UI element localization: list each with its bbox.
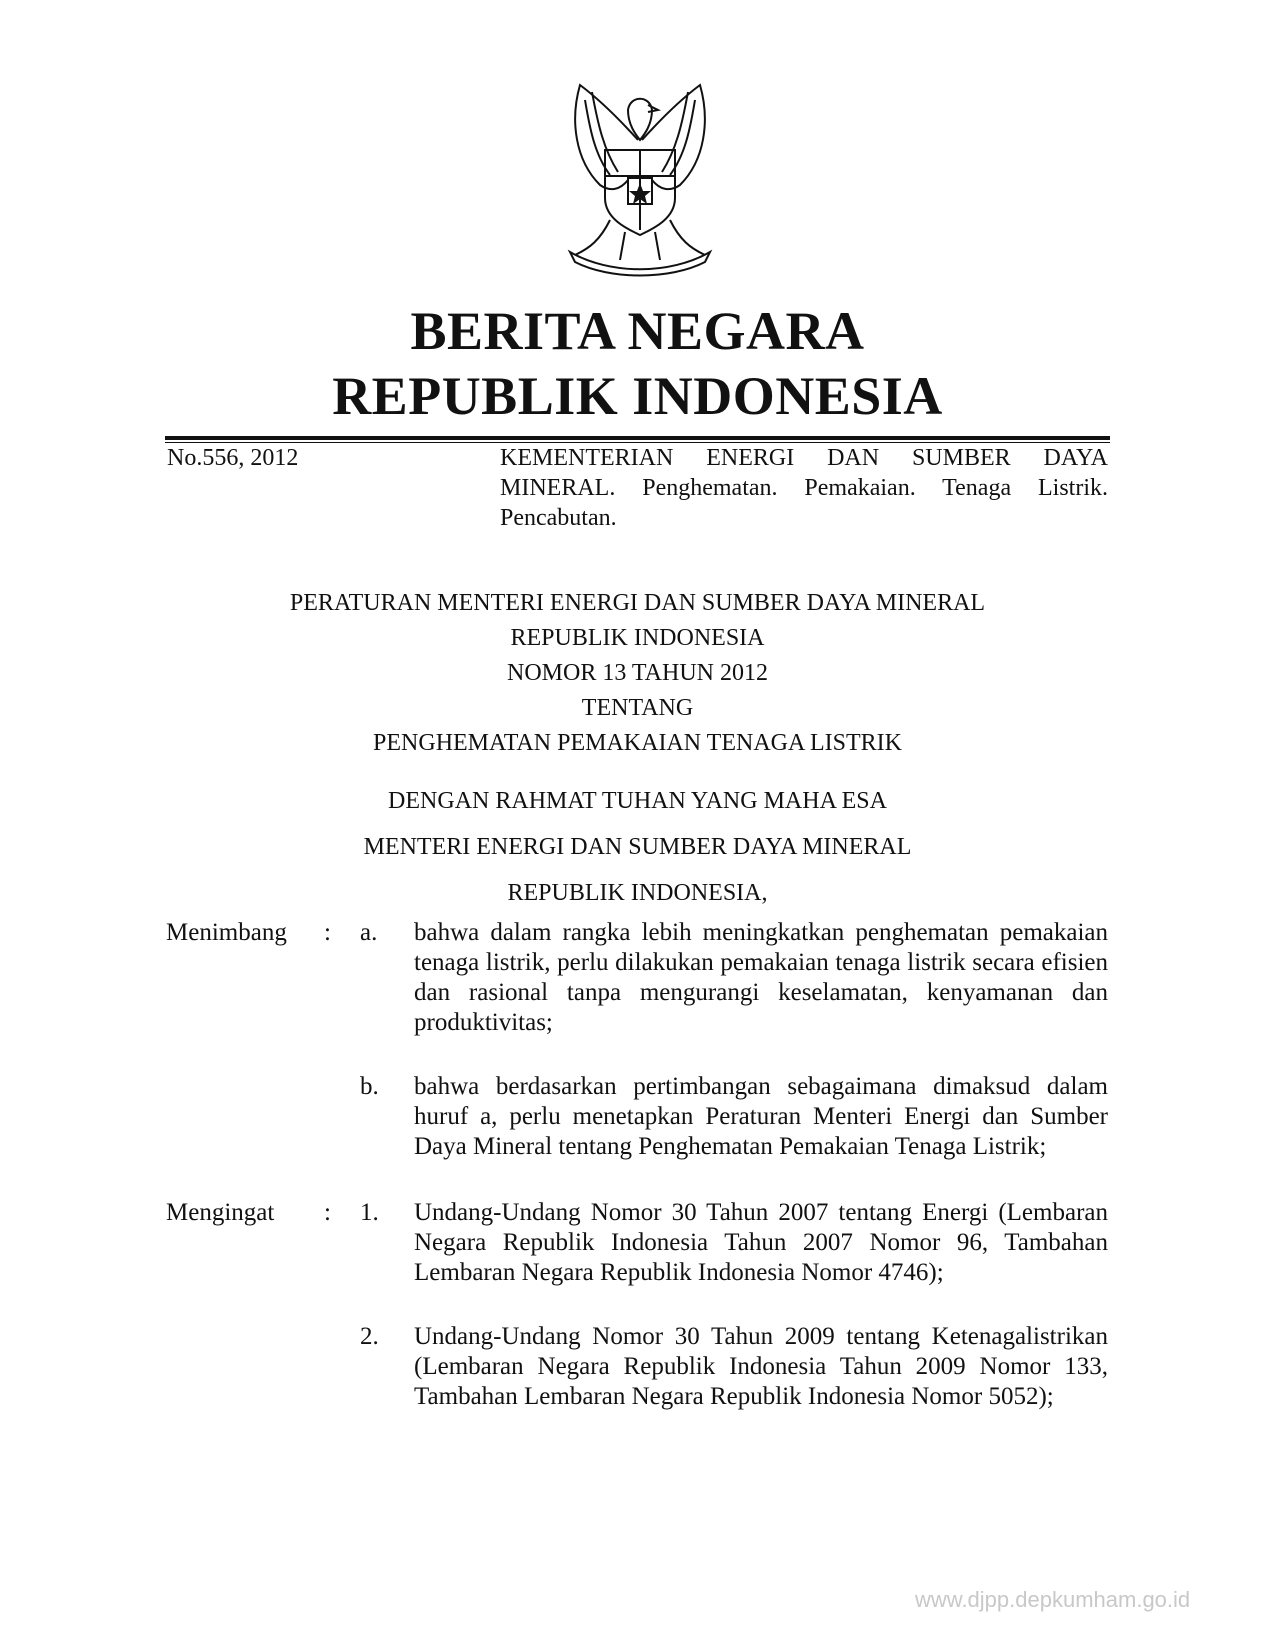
- gazette-subject: KEMENTERIAN ENERGI DAN SUMBER DAYA MINERAL. Penghematan. Pemakaian. Tenaga Listrik. Pencabutan.: [500, 445, 1108, 531]
- regulation-heading: [0, 586, 1275, 761]
- mengingat-1-marker: 1.: [360, 1199, 379, 1226]
- preamble-line-1: DENGAN RAHMAT TUHAN YANG MAHA ESA: [388, 788, 887, 814]
- gazette-subtitle: REPUBLIK INDONESIA: [332, 366, 943, 426]
- menimbang-label: Menimbang: [166, 919, 287, 946]
- preamble-heading: [0, 778, 1275, 916]
- menimbang-a-marker: a.: [360, 919, 378, 946]
- regulation-line-2: REPUBLIK INDONESIA: [510, 625, 765, 651]
- garuda-emblem-icon: [540, 80, 740, 280]
- menimbang-colon: :: [324, 919, 331, 946]
- mengingat-1-text: Undang-Undang Nomor 30 Tahun 2007 tentang Energi (Lembaran Negara Republik Indonesia Tahun 2007 Nomor 96, Tambahan Lembaran Negara Republik Indonesia Nomor 4746);: [414, 1199, 1108, 1286]
- header-divider: [165, 436, 1110, 440]
- regulation-line-1: PERATURAN MENTERI ENERGI DAN SUMBER DAYA MINERAL: [289, 590, 986, 616]
- menimbang-b-marker: b.: [360, 1073, 379, 1100]
- preamble-line-2: MENTERI ENERGI DAN SUMBER DAYA MINERAL: [363, 834, 912, 860]
- source-watermark: www.djpp.depkumham.go.id: [915, 1587, 1191, 1612]
- mengingat-colon: :: [324, 1199, 331, 1226]
- mengingat-2-text: Undang-Undang Nomor 30 Tahun 2009 tentang Ketenagalistrikan (Lembaran Negara Republik Indonesia Tahun 2009 Nomor 133, Tambahan Lembaran Negara Republik Indonesia Nomor 5052);: [414, 1323, 1108, 1410]
- mengingat-label: Mengingat: [166, 1199, 275, 1226]
- menimbang-a-text: bahwa dalam rangka lebih meningkatkan penghematan pemakaian tenaga listrik, perlu dilakukan pemakaian tenaga listrik secara efisien dan rasional tanpa mengurangi keselamatan, kenyamanan dan produktivitas;: [414, 919, 1108, 1036]
- menimbang-b-text: bahwa berdasarkan pertimbangan sebagaimana dimaksud dalam huruf a, perlu menetapkan Peraturan Menteri Energi dan Sumber Daya Mineral tentang Penghematan Pemakaian Tenaga Listrik;: [414, 1073, 1108, 1160]
- regulation-line-4: TENTANG: [581, 695, 694, 721]
- preamble-line-3: REPUBLIK INDONESIA,: [507, 880, 768, 906]
- gazette-number: No.556, 2012: [167, 445, 299, 471]
- mengingat-2-marker: 2.: [360, 1323, 379, 1350]
- gazette-title: BERITA NEGARA: [410, 301, 865, 361]
- regulation-number: NOMOR 13 TAHUN 2012: [507, 660, 768, 686]
- regulation-topic: PENGHEMATAN PEMAKAIAN TENAGA LISTRIK: [373, 730, 902, 756]
